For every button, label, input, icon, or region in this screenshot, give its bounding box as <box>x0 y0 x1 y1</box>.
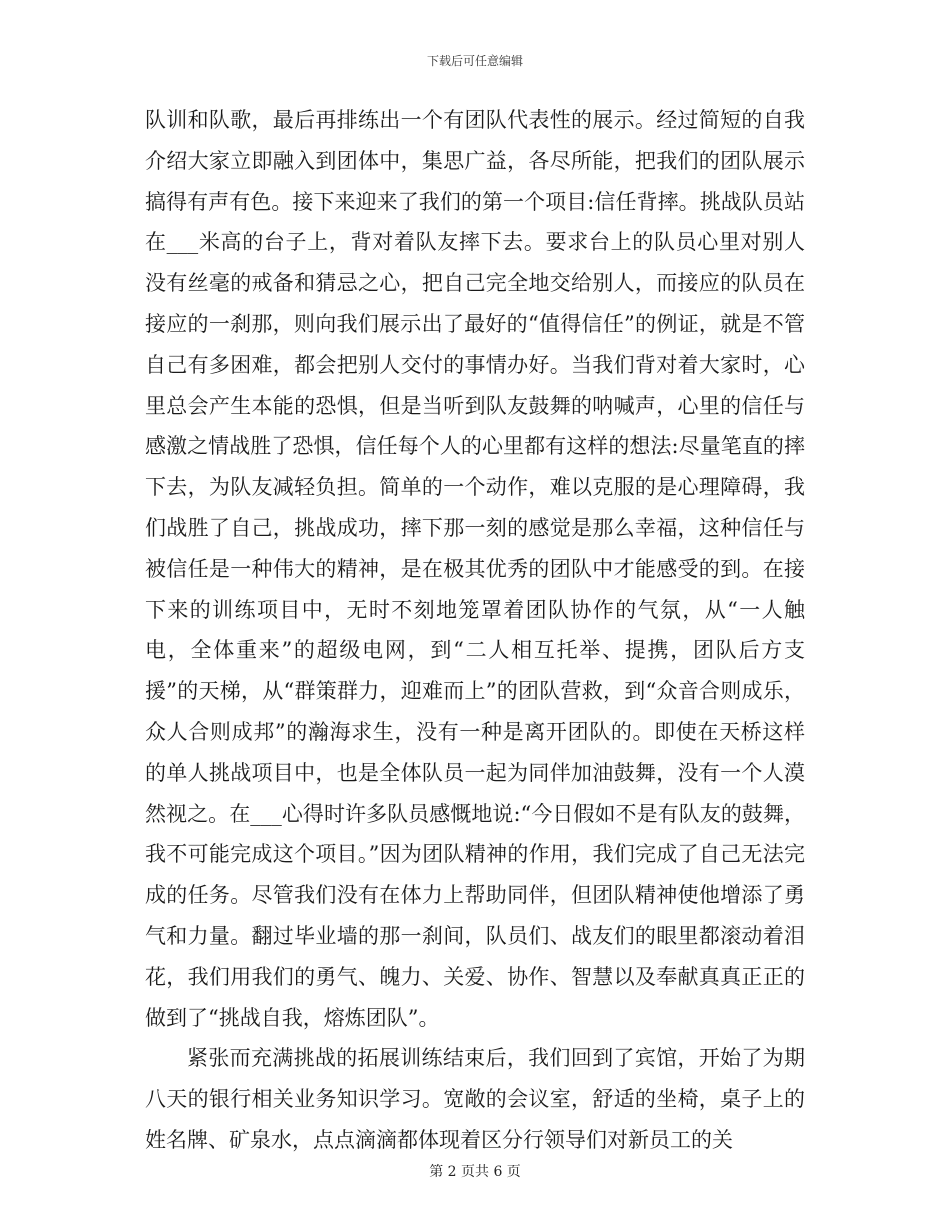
paragraph-1: 队训和队歌，最后再排练出一个有团队代表性的展示。经过简短的自我介绍大家立即融入到团体中，集思广益，各尽所能，把我们的团队展示搞得有声有色。接下来迎来了我们的第一个项目:信任背摔。挑战队员站在___米高的台子上，背对着队友摔下去。要求台上的队员心里对别人没有丝毫的戒备和猜忌之心，把自己完全地交给别人，而接应的队员在接应的一刹那，则向我们展示出了最好的“值得信任”的例证，就是不管自己有多困难，都会把别人交付的事情办好。当我们背对着大家时，心里总会产生本能的恐惧，但是当听到队友鼓舞的呐喊声，心里的信任与感激之情战胜了恐惧，信任每个人的心里都有这样的想法:尽量笔直的摔下去，为队友减轻负担。简单的一个动作，难以克服的是心理障碍，我们战胜了自己，挑战成功，摔下那一刻的感觉是那么幸福，这种信任与被信任是一种伟大的精神，是在极其优秀的团队中才能感受的到。在接下来的训练项目中，无时不刻地笼罩着团队协作的气氛，从“一人触电，全体重来”的超级电网，到“二人相互托举、提携，团队后方支援”的天梯，从“群策群力，迎难而上”的团队营救，到“众音合则成乐，众人合则成邦”的瀚海求生，没有一种是离开团队的。即使在天桥这样的单人挑战项目中，也是全体队员一起为同伴加油鼓舞，没有一个人漠然视之。在___心得时许多队员感慨地说:“今日假如不是有队友的鼓舞，我不可能完成这个项目。”因为团队精神的作用，我们完成了自己无法完成的任务。尽管我们没有在体力上帮助同伴，但团队精神使他增添了勇气和力量。翻过毕业墙的那一刹间，队员们、战友们的眼里都滚动着泪花，我们用我们的勇气、魄力、关爱、协作、智慧以及奉献真真正正的做到了“挑战自我，熔炼团队”。 <box>145 108 805 1030</box>
paragraph-2: 紧张而充满挑战的拓展训练结束后，我们回到了宾馆，开始了为期八天的银行相关业务知识学习。宽敞的会议室，舒适的坐椅，桌子上的姓名牌、矿泉水，点点滴滴都体现着区分行领导们对新员工的关 <box>145 1046 805 1152</box>
page-number-footer: 第 2 页共 6 页 <box>429 1164 521 1180</box>
page-header: 下载后可任意编辑 <box>426 54 523 68</box>
document-body <box>145 100 805 1161</box>
